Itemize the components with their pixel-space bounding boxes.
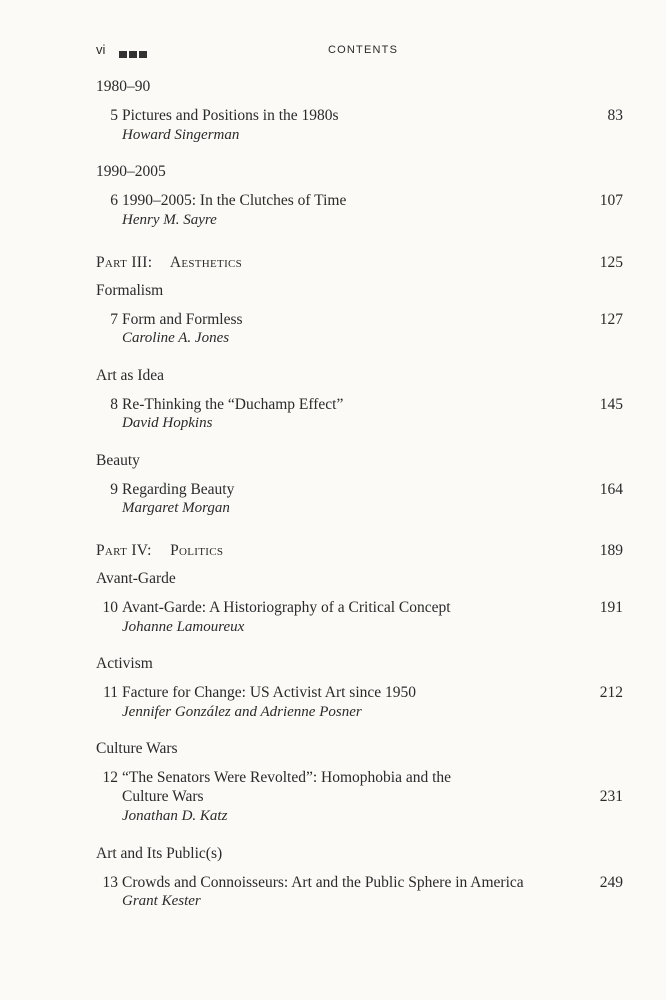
chapter-number: 12 — [102, 769, 118, 786]
part-heading — [96, 254, 242, 272]
section-heading: 1980–90 — [96, 78, 151, 95]
chapter-number: 7 — [110, 311, 118, 328]
part-page: 125 — [599, 254, 623, 271]
chapter-title: “The Senators Were Revolted”: Homophobia and the — [122, 769, 452, 786]
chapter-page: 164 — [599, 481, 623, 498]
chapter-page: 127 — [599, 311, 623, 328]
chapter-author: Caroline A. Jones — [122, 330, 230, 346]
chapter-number: 8 — [110, 396, 118, 413]
chapter-title: Re-Thinking the “Duchamp Effect” — [122, 396, 344, 413]
decorative-squares-icon — [119, 45, 149, 63]
part-label: Part III: — [96, 254, 153, 271]
chapter-title: Form and Formless — [122, 311, 243, 328]
chapter-title-continued: Culture Wars — [122, 788, 204, 805]
chapter-number: 13 — [102, 874, 118, 891]
chapter-page: 83 — [607, 107, 623, 124]
chapter-author: Johanne Lamoureux — [122, 619, 245, 635]
running-header-title: CONTENTS — [328, 44, 399, 56]
chapter-number: 11 — [103, 684, 118, 701]
page-folio: vi — [96, 42, 106, 57]
chapter-page: 191 — [599, 599, 623, 616]
chapter-author: Howard Singerman — [122, 127, 240, 143]
section-heading: Activism — [96, 655, 153, 672]
chapter-author: Henry M. Sayre — [122, 212, 217, 228]
chapter-number: 6 — [110, 192, 118, 209]
running-header — [96, 42, 626, 60]
chapter-page: 145 — [599, 396, 623, 413]
chapter-title: Pictures and Positions in the 1980s — [122, 107, 339, 124]
chapter-author: Margaret Morgan — [122, 500, 230, 516]
chapter-number: 5 — [110, 107, 118, 124]
section-heading: Beauty — [96, 452, 140, 469]
section-heading: Art as Idea — [96, 367, 164, 384]
chapter-title: Avant-Garde: A Historiography of a Critical Concept — [122, 599, 451, 616]
part-page: 189 — [599, 542, 623, 559]
section-heading: Art and Its Public(s) — [96, 845, 223, 862]
section-heading: 1990–2005 — [96, 163, 166, 180]
part-name: Politics — [170, 542, 224, 559]
chapter-title: 1990–2005: In the Clutches of Time — [122, 192, 347, 209]
section-heading: Culture Wars — [96, 740, 178, 757]
part-name: Aesthetics — [169, 254, 243, 271]
chapter-title: Crowds and Connoisseurs: Art and the Public Sphere in America — [122, 874, 524, 891]
section-heading: Formalism — [96, 282, 164, 299]
chapter-number: 9 — [110, 481, 118, 498]
chapter-author: Jennifer González and Adrienne Posner — [122, 704, 362, 720]
chapter-page: 231 — [599, 788, 623, 805]
chapter-page: 107 — [599, 192, 623, 209]
chapter-title: Facture for Change: US Activist Art since 1950 — [122, 684, 417, 701]
part-heading — [96, 542, 223, 560]
chapter-author: Jonathan D. Katz — [122, 808, 228, 824]
part-label: Part IV: — [96, 542, 152, 559]
chapter-page: 212 — [599, 684, 623, 701]
chapter-author: David Hopkins — [122, 415, 213, 431]
chapter-number: 10 — [102, 599, 118, 616]
chapter-page: 249 — [599, 874, 623, 891]
chapter-author: Grant Kester — [122, 893, 201, 909]
section-heading: Avant-Garde — [96, 570, 176, 587]
chapter-title: Regarding Beauty — [122, 481, 235, 498]
